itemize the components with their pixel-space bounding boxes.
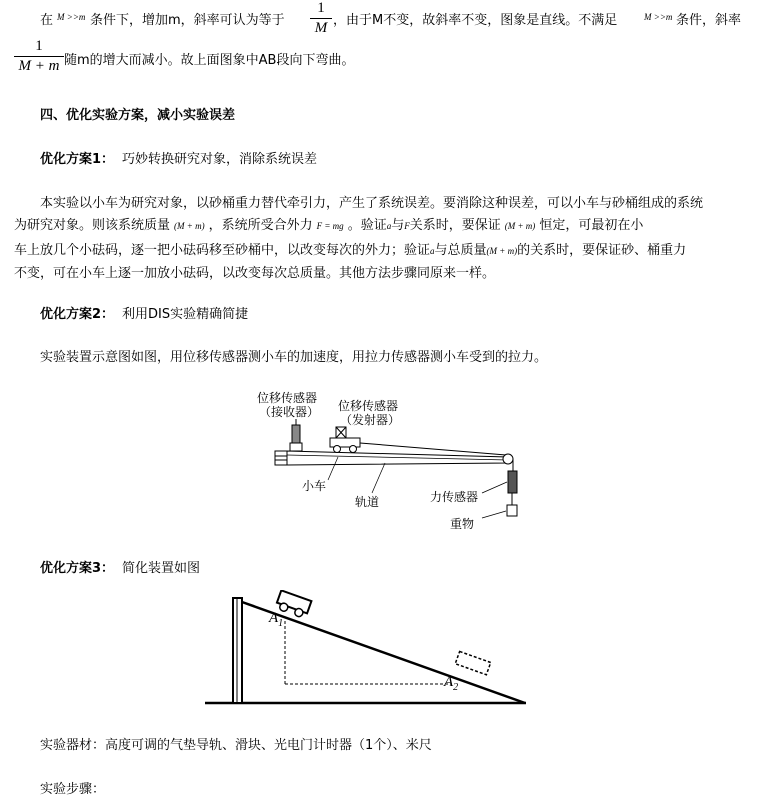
section-heading: 四、优化实验方案，减小实验误差	[40, 108, 236, 123]
fraction-1-over-m: 1 M	[310, 0, 332, 37]
receiver-label-line2: （接收器）	[259, 405, 320, 419]
point-a2-label: $A_2$	[444, 674, 459, 693]
track-label: 轨道	[355, 495, 380, 509]
plan1-line4: 不变，可在小车上逐一加放小砝码，以改变每次总质量。其他方法步骤同原来一样。	[14, 266, 496, 281]
point-a1-label: $A_1$	[269, 610, 284, 629]
materials-text: 实验器材：高度可调的气垫导轨、滑块、光电门计时器（1个）、米尺	[40, 738, 432, 753]
plan1-subtitle: 巧妙转换研究对象，消除系统误差	[122, 152, 318, 167]
steps-text: 实验步骤：	[40, 782, 106, 797]
receiver-label-line1: 位移传感器	[257, 391, 318, 405]
plan1-line3: 车上放几个小砝码，逐一把小砝码移至砂桶中，以改变每次的外力；验证a与总质量(M + m)的关系时，要保证砂、桶重力	[14, 243, 687, 258]
plan2-description: 实验装置示意图如图，用位移传感器测小车的加速度，用拉力传感器测小车受到的拉力。	[40, 350, 548, 365]
plan2-subtitle: 利用DIS实验精确简捷	[122, 307, 249, 322]
force-sensor-label: 力传感器	[430, 490, 479, 504]
plan1-line2: 为研究对象。则该系统质量 (M + m) ，系统所受合外力 F = mg 。验证a与F关系时，要保证 (M + m) 恒定，可最初在小	[14, 218, 644, 233]
plan1-title: 优化方案1：	[40, 152, 115, 167]
para1-tail: 随m的增大而减小。故上面图象中AB段向下弯曲。	[64, 53, 355, 68]
incline-figure	[200, 590, 530, 710]
plan2-title: 优化方案2：	[40, 307, 115, 322]
emitter-label-line2: （发射器）	[340, 413, 401, 427]
cart-label: 小车	[302, 479, 327, 493]
incline-drawing	[200, 590, 530, 710]
plan1-line1: 本实验以小车为研究对象，以砂桶重力替代牵引力，产生了系统误差。要消除这种误差，可以小车与砂桶组成的系统	[40, 196, 704, 211]
dis-apparatus-drawing	[250, 385, 540, 535]
condition-m-gg-m-2: M >>m	[644, 12, 673, 22]
weight-label: 重物	[450, 517, 475, 531]
para1-mid2: ，由于M不变，故斜率不变，图象是直线。不满足	[333, 13, 618, 28]
para1-mid3: 条件，斜率	[676, 13, 742, 28]
fraction-1-over-m-plus-m: 1 M + m	[14, 38, 64, 75]
emitter-label-line1: 位移传感器	[338, 399, 399, 413]
dis-apparatus-figure	[250, 385, 540, 535]
plan3-subtitle: 简化装置如图	[122, 561, 201, 576]
para1-mid1: 条件下，增加m，斜率可认为等于	[90, 13, 285, 28]
plan3-title: 优化方案3：	[40, 561, 115, 576]
para1-pre: 在	[40, 13, 54, 28]
condition-m-gg-m: M >>m	[57, 12, 86, 22]
